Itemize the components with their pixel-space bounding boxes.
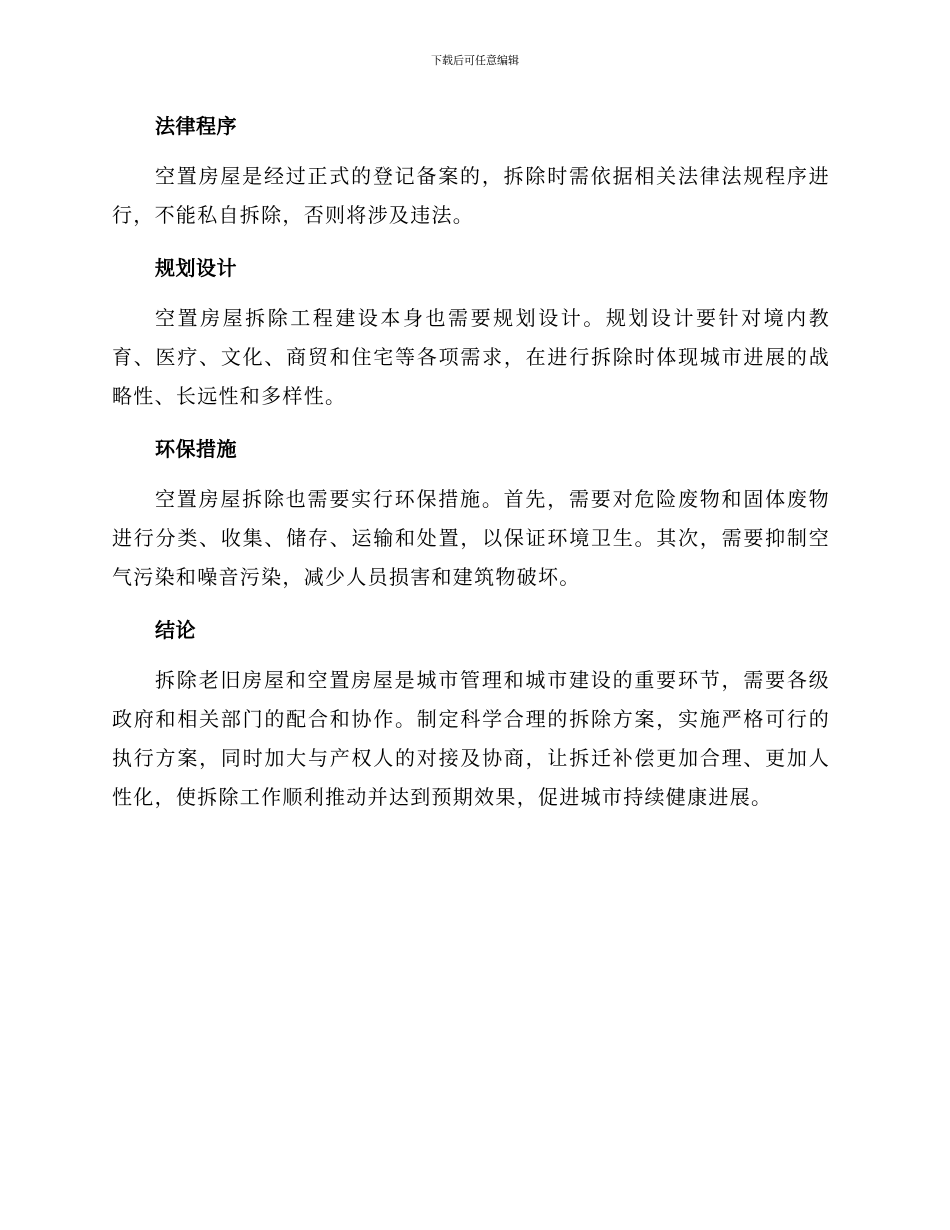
section-conclusion bbox=[112, 612, 830, 817]
section-heading: 环保措施 bbox=[155, 437, 237, 461]
page-header: 下载后可任意编辑 bbox=[431, 54, 519, 67]
section-environmental-measures bbox=[112, 431, 830, 597]
section-heading: 规划设计 bbox=[155, 256, 237, 280]
section-paragraph: 拆除老旧房屋和空置房屋是城市管理和城市建设的重要环节，需要各级政府和相关部门的配合和协作。制定科学合理的拆除方案，实施严格可行的执行方案，同时加大与产权人的对接及协商，让拆迁补偿更加合理、更加人性化，使拆除工作顺利推动并达到预期效果，促进城市持续健康进展。 bbox=[112, 668, 830, 809]
section-paragraph: 空置房屋是经过正式的登记备案的，拆除时需依据相关法律法规程序进行，不能私自拆除，否则将涉及违法。 bbox=[112, 164, 830, 227]
section-planning-design bbox=[112, 250, 830, 416]
section-legal-procedure bbox=[112, 108, 830, 235]
section-paragraph: 空置房屋拆除也需要实行环保措施。首先，需要对危险废物和固体废物进行分类、收集、储存、运输和处置，以保证环境卫生。其次，需要抑制空气污染和噪音污染，减少人员损害和建筑物破坏。 bbox=[112, 487, 830, 589]
section-paragraph: 空置房屋拆除工程建设本身也需要规划设计。规划设计要针对境内教育、医疗、文化、商贸和住宅等各项需求，在进行拆除时体现城市进展的战略性、长远性和多样性。 bbox=[112, 306, 830, 408]
section-heading: 法律程序 bbox=[155, 114, 237, 138]
document-body bbox=[112, 108, 830, 832]
section-heading: 结论 bbox=[155, 618, 196, 642]
